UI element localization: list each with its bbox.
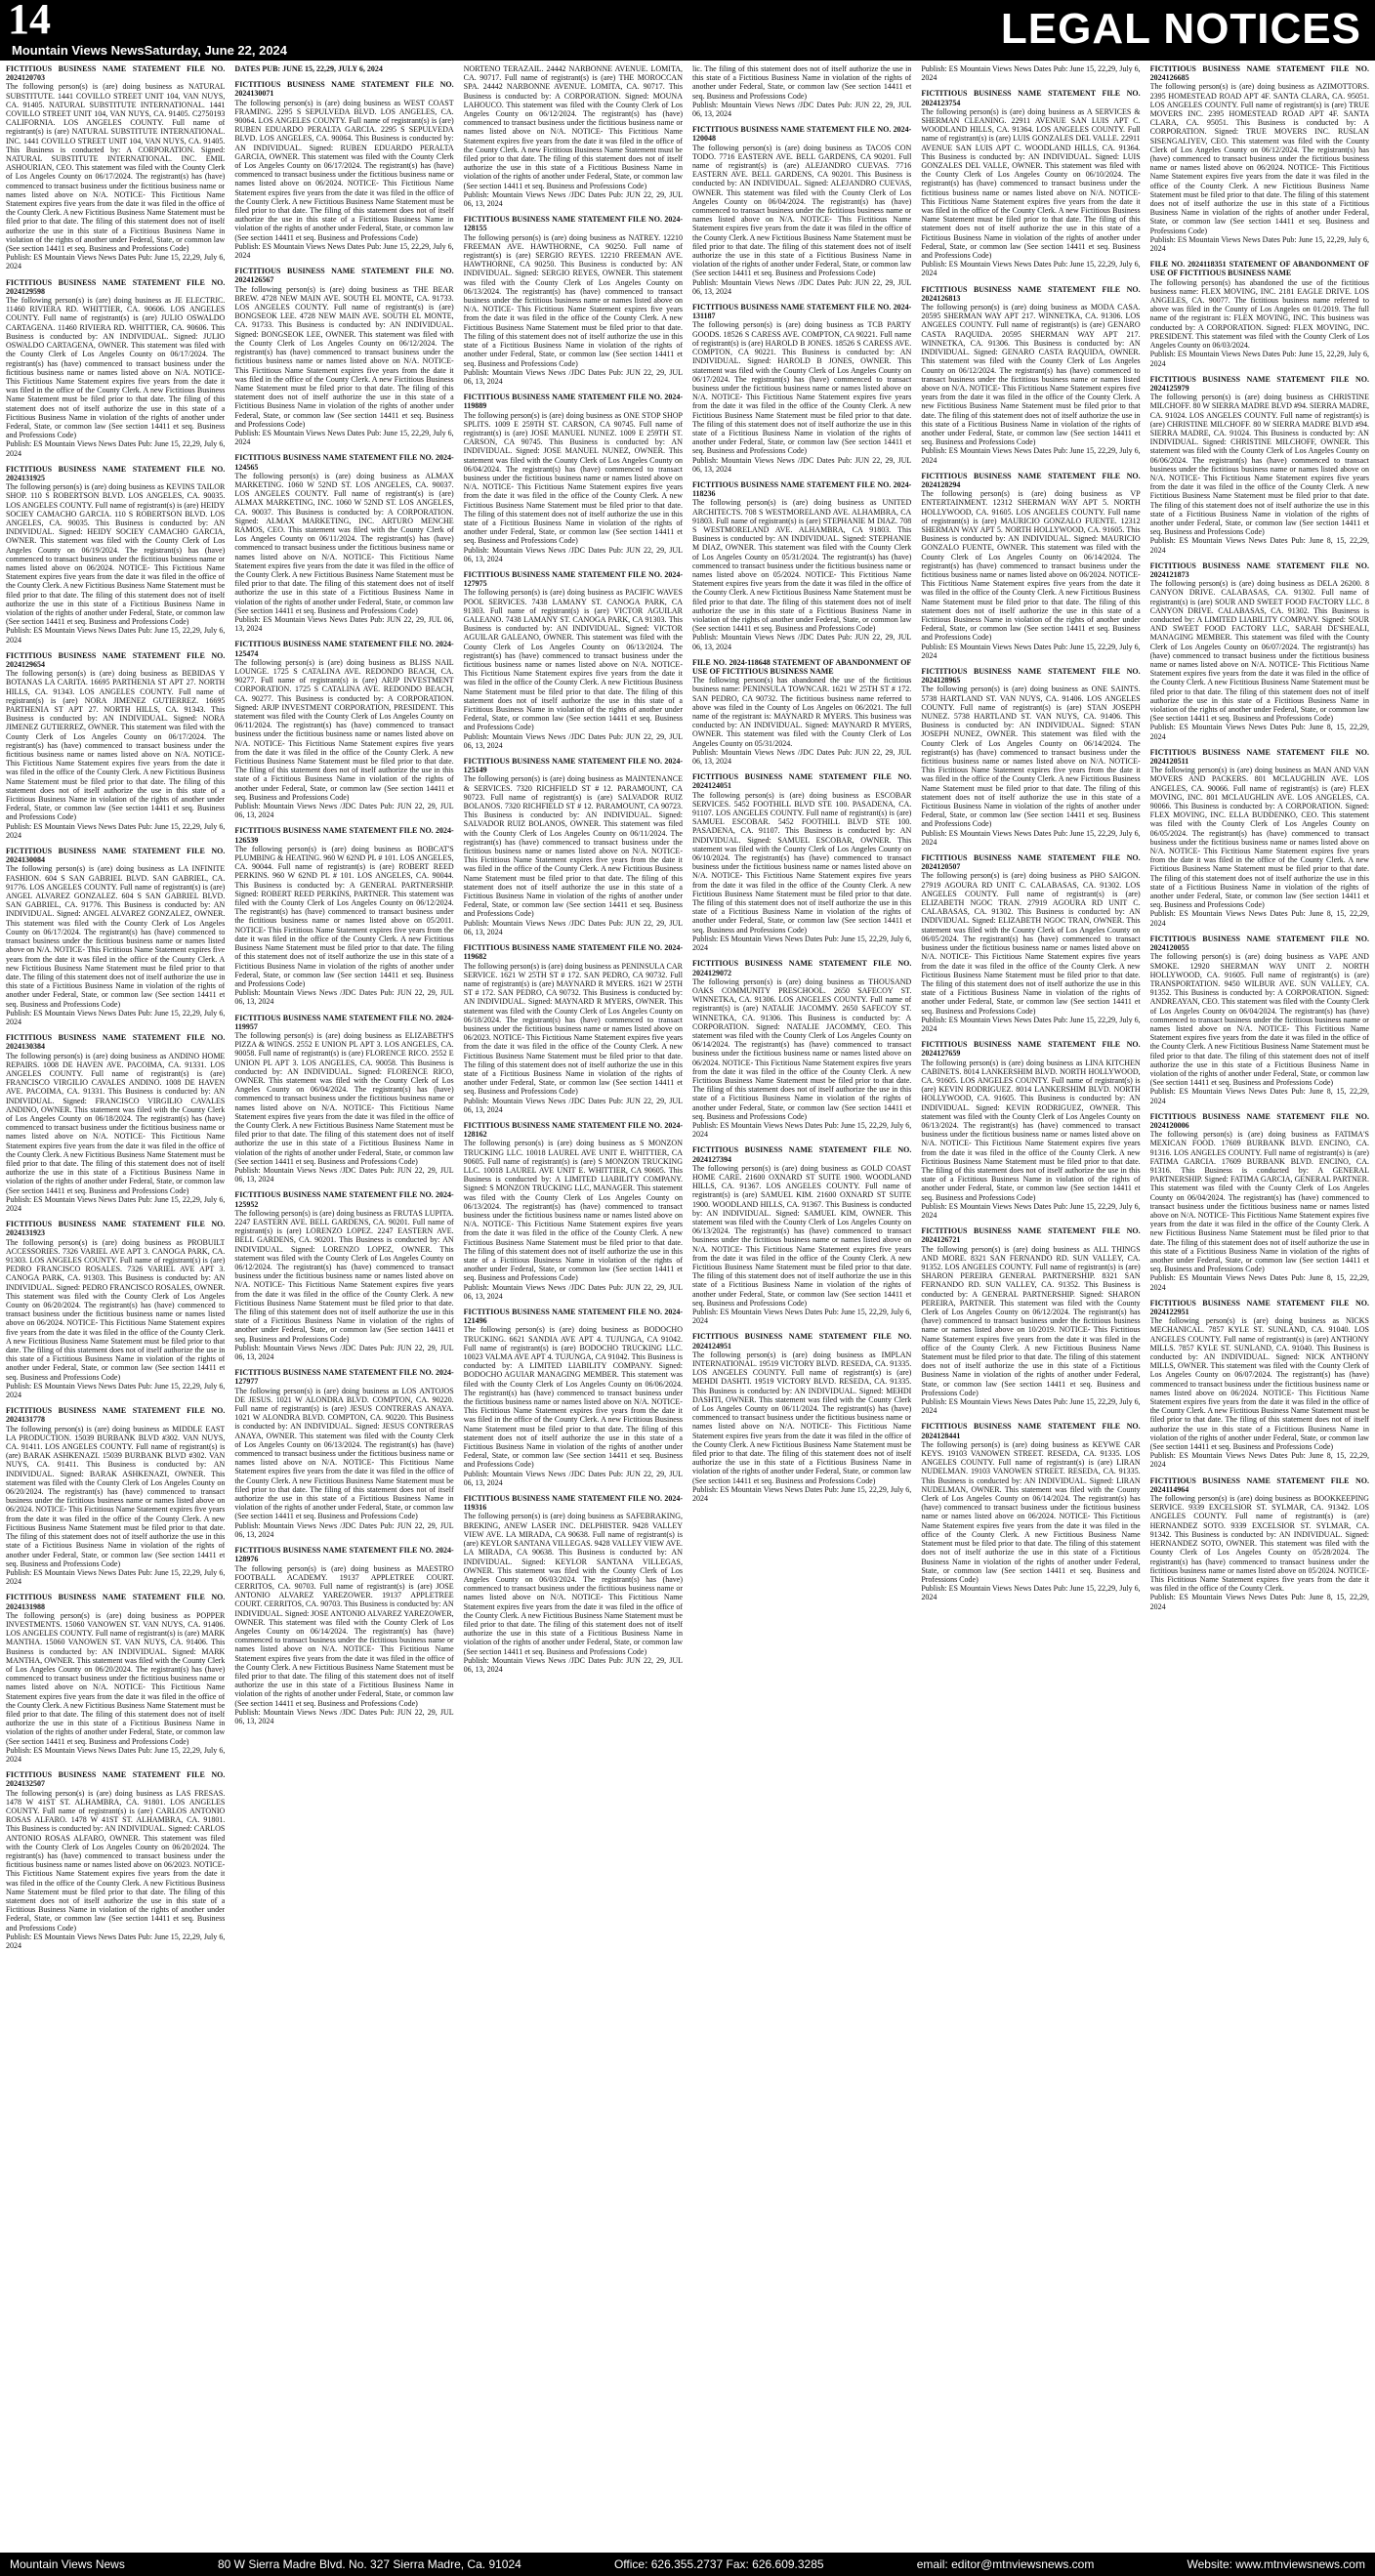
notice-heading: FICTITIOUS BUSINESS NAME STATEMENT FILE NO. 2024-127975 (463, 569, 683, 589)
legal-notice (1150, 260, 1369, 367)
notice-publish-dates: Publish: ES Mountain Views News Dates Pub: June 8, 15, 22,29, 2024 (1149, 536, 1369, 555)
notice-heading: FICTITIOUS BUSINESS NAME STATEMENT FILE NO. 2024-127977 (234, 1368, 454, 1387)
notice-heading: FICTITIOUS BUSINESS NAME STATEMENT FILE NO. 2024-125474 (234, 640, 454, 658)
legal-notice (921, 667, 1140, 847)
notice-body: The following person(s) is (are) doing business as LA INFINITE FASHION. 604 S SAN GABRIEL BLVD. SAN GABRIEL, CA. 91776. LOS ANGELES COUNTY. Full name of registrant(s) is (are) ANGEL ALVAREZ GONZALEZ. 604 S SAN GABRIEL BLVD. SAN GABRIEL, CA. 91776. This Business is conducted by: AN INDIVIDUAL. Signed: ANGEL ALVAREZ GONZALEZ, OWNER. This statement was filed with the County Clerk of Los Angeles County on 06/17/2024. The registrant(s) has (have) commenced to transact business under the fictitious business name or names listed above on N/A. NOTICE- This Fictitious Name Statement expires five years from the date it was filed in the office of the County Clerk. A new Fictitious Business Name Statement must be filed prior to that date. The filing of this statement does not of itself authorize the use in this state of a Fictitious Business Name in violation of the rights of another under Federal, State, or common law (See section 14411 et seq. Business and Professions Code) (6, 864, 226, 1009)
legal-notice (6, 651, 225, 840)
legal-notice (234, 826, 453, 1006)
notice-heading: FICTITIOUS BUSINESS NAME STATEMENT FILE NO. 2024120006 (1149, 1111, 1369, 1130)
notice-body: The following person(s) is (are) doing business as SAFEBRAKING, BREKING, ANEW LASER INC. DELPHISTER. 9428 VALLEY VIEW AVE. LA MIRADA, CA 90638. Full name of registrant(s) is (are) KEYLOR SANTANA VILLEGAS. 9428 VALLEY VIEW AVE. LA MIRADA, CA 90638. This Business is conducted by: AN INDIVIDUAL. Signed: KEYLOR SANTANA VILLEGAS, OWNER. This statement was filed with the County Clerk of Los Angeles County on 06/03/2024. The registrant(s) has (have) commenced to transact business under the fictitious business name or names listed above on N/A. NOTICE- This Fictitious Name Statement expires five years from the date it was filed in the office of the County Clerk. A new Fictitious Business Name Statement must be filed prior to that date. The filing of this statement does not of itself authorize the use in this state of a Fictitious Business Name in violation of the rights of another under Federal, State, or common law (See section 14411 et seq. Business and Professions Code) (463, 1512, 683, 1656)
legal-notice (692, 303, 911, 474)
notice-publish-dates: Publish: ES Mountain Views News Dates Pub: June 8, 15, 22,29, 2024 (1149, 1451, 1369, 1470)
notice-publish-dates: Publish: ES Mountain Views News Dates Pub: JUN 22, 29, JUL 06, 13, 2024 (234, 614, 454, 634)
notice-body: The following person(s) is (are) doing business as PENINSULA CAR SERVICE. 1621 W 25TH ST # 172. SAN PEDRO, CA 90732. Full name of registrant(s) is (are) MAYNARD R MYERS. 1621 W 25TH ST # 172. SAN PEDRO, CA 90732. This Business is conducted by: AN INDIVIDUAL. Signed: MAYNARD R MYERS, OWNER. This statement was filed with the County Clerk of Los Angeles County on 06/18/2024. The registrant(s) has (have) commenced to transact business under the fictitious business name or names listed above on 06/2023. NOTICE- This Fictitious Name Statement expires five years from the date it was filed in the office of the County Clerk. A new Fictitious Business Name Statement must be filed prior to that date. The filing of this statement does not of itself authorize the use in this state of a Fictitious Business Name in violation of the rights of another under Federal, State, or common law (See section 14411 et seq. Business and Professions Code) (463, 961, 683, 1097)
notice-body: The following person(s) is (are) doing business as WEST COAST FRAMING. 2295 S SEPULVEDA BLVD. LOS ANGELES, CA. 90064. LOS ANGELES COUNTY. Full name of registrant(s) is (are) RUBEN EDUARDO PERALTA GARCIA. 2295 S SEPULVEDA BLVD. LOS ANGELES, CA. 90064. This Business is conducted by: AN INDIVIDUAL. Signed: RUBEN EDUARDO PERALTA GARCIA, OWNER. This statement was filed with the County Clerk of Los Angeles County on 06/17/2024. The registrant(s) has (have) commenced to transact business under the fictitious business name or names listed above on 06/2024. NOTICE- This Fictitious Name Statement expires five years from the date it was filed in the office of the County Clerk. A new Fictitious Business Name Statement must be filed prior to that date. The filing of this statement does not of itself authorize the use in this state of a Fictitious Business Name in violation of the rights of another under Federal, State, or common law (See section 14411 et seq. Business and Professions Code) (234, 98, 454, 242)
notice-publish-dates: Publish: ES Mountain Views News Dates Pub: June 15, 22,29, July 6, 2024 (6, 1932, 226, 1951)
notice-body: The following person(s) is (are) doing business as CHRISTINE MILCHOFF. 80 W SIERRA MADRE BLVD #94. SIERRA MADRE, CA. 91024. LOS ANGELES COUNTY. Full name of registrant(s) is (are) CHRISTINE MILCHOFF. 80 W SIERRA MADRE BLVD #94. SIERRA MADRE, CA. 91024. This Business is conducted by: AN INDIVIDUAL. Signed: CHRISTINE MILCHOFF, OWNER. This statement was filed with the County Clerk of Los Angeles County on 06/06/2024. The registrant(s) has (have) commenced to transact business under the fictitious business name or names listed above on N/A. NOTICE- This Fictitious Name Statement expires five years from the date it was filed in the office of the County Clerk. A new Fictitious Business Name Statement must be filed prior to that date. The filing of this statement does not of itself authorize the use in this state of a Fictitious Business Name in violation of the rights of another under Federal, State, or common law (See section 14411 et seq. Business and Professions Code) (1149, 393, 1369, 537)
legal-notice (921, 853, 1140, 1033)
legal-notice (692, 480, 911, 651)
notice-heading: FICTITIOUS BUSINESS NAME STATEMENT FILE NO. 2024128294 (921, 471, 1141, 489)
notice-body: The following person(s) is (are) doing business as PACIFIC WAVES POOL SERVICES. 7438 LAMANY ST. CANOGA PARK, CA 91303. Full name of registrant(s) is (are) VICTOR AGUILAR GALEANO. 7438 LAMANY ST. CANOGA PARK, CA 91303. This Business is conducted by: AN INDIVIDUAL. Signed: VICTOR AGUILAR GALEANO, OWNER. This statement was filed with the County Clerk of Los Angeles County on 06/13/2024. The registrant(s) has (have) commenced to transact business under the fictitious business name or names listed above on N/A. NOTICE- This Fictitious Name Statement expires five years from the date it was filed in the office of the County Clerk. A new Fictitious Business Name Statement must be filed prior to that date. The filing of this statement does not of itself authorize the use in this state of a Fictitious Business Name in violation of the rights of another under Federal, State, or common law (See section 14411 et seq. Business and Professions Code) (463, 588, 683, 732)
legal-notice (6, 64, 225, 271)
legal-notice (921, 285, 1140, 465)
notice-publish-dates: Publish: ES Mountain Views News Dates Pub: June 15, 22,29, July 6, 2024 (234, 241, 454, 261)
notice-body: The following person(s) is (are) doing business as NICKS MECHANICAL. 7857 KYLE ST. SUNLAND, CA. 91040. LOS ANGELES COUNTY. Full name of registrant(s) is (are) ANTHONY MILLS. 7857 KYLE ST. SUNLAND, CA. 91040. This Business is conducted by: AN INDIVIDUAL. Signed: NICK ANTHONY MILLS, OWNER. This statement was filed with the County Clerk of Los Angeles County on 06/07/2024. The registrant(s) has (have) commenced to transact business under the fictitious business name or names listed above on 06/2024. NOTICE- This Fictitious Name Statement expires five years from the date it was filed in the office of the County Clerk. A new Fictitious Business Name Statement must be filed prior to that date. The filing of this statement does not of itself authorize the use in this state of a Fictitious Business Name in violation of the rights of another under Federal, State, or common law (See section 14411 et seq. Business and Professions Code) (1149, 1316, 1369, 1452)
notice-heading: FICTITIOUS BUSINESS NAME STATEMENT FILE NO. 2024-119682 (463, 943, 683, 962)
notice-body: The following person(s) is (are) doing business as IMPLAN INTERNATIONAL. 19519 VICTORY BLVD. RESEDA, CA. 91335. LOS ANGELES COUNTY. Full name of registrant(s) is (are) MEHDI DASHTI. 19519 VICTORY BLVD. RESEDA, CA. 91335. This Business is conducted by: AN INDIVIDUAL. Signed: MEHDI DASHTI, OWNER. This statement was filed with the County Clerk of Los Angeles County on 06/11/2024. The registrant(s) has (have) commenced to transact business under the fictitious business name or names listed above on N/A. NOTICE- This Fictitious Name Statement expires five years from the date it was filed in the office of the County Clerk. A new Fictitious Business Name Statement must be filed prior to that date. The filing of this statement does not of itself authorize the use in this state of a Fictitious Business Name in violation of the rights of another under Federal, State, or common law (See section 14411 et seq. Business and Professions Code) (691, 1350, 912, 1485)
notice-column (6, 64, 225, 2549)
notice-heading: FICTITIOUS BUSINESS NAME STATEMENT FILE NO. 2024120703 (6, 64, 226, 83)
notice-body: The following person(s) is (are) doing business as A SERVICES & SHERMAN CLEANING. 22911 AVENUE SAN LUIS APT C. WOODLAND HILLS, CA. 91364. LOS ANGELES COUNTY. Full name of registrant(s) is (are) LUIS GONZALES DEL VALLE. 22911 AVENUE SAN LUIS APT C. WOODLAND HILLS, CA. 91364. This Business is conducted by: AN INDIVIDUAL. Signed: LUIS GONZALES DEL VALLE, OWNER. This statement was filed with the County Clerk of Los Angeles County on 06/10/2024. The registrant(s) has (have) commenced to transact business under the fictitious business name or names listed above on N/A. NOTICE- This Fictitious Name Statement expires five years from the date it was filed in the office of the County Clerk. A new Fictitious Business Name Statement must be filed prior to that date. The filing of this statement does not of itself authorize the use in this state of a Fictitious Business Name in violation of the rights of another under Federal, State, or common law (See section 14411 et seq. Business and Professions Code) (921, 106, 1141, 261)
notice-publish-dates: Publish: Mountain Views News /JDC Dates Pub: JUN 22, 29, JUL 06, 13, 2024 (234, 1343, 454, 1362)
notice-publish-dates: Publish: ES Mountain Views News Dates Pub: June 15, 22,29, July 6, 2024 (921, 642, 1141, 660)
notice-heading: FICTITIOUS BUSINESS NAME STATEMENT FILE NO. 2024-119957 (234, 1013, 454, 1031)
notice-body: The following person(s) is (are) doing business as THE BEAR BREW. 4728 NEW MAIN AVE. SOUTH EL MONTE, CA. 91733. LOS ANGELES COUNTY. Full name of registrant(s) is (are) BONGSEOK LEE. 4728 NEW MAIN AVE. SOUTH EL MONTE, CA. 91733. This Business is conducted by: AN INDIVIDUAL. Signed: BONGSEOK LEE, OWNER. This statement was filed with the County Clerk of Los Angeles County on 06/12/2024. The registrant(s) has (have) commenced to transact business under the fictitious business name or names listed above on N/A. NOTICE- This Fictitious Name Statement expires five years from the date it was filed in the office of the County Clerk. A new Fictitious Business Name Statement must be filed prior to that date. The filing of this statement does not of itself authorize the use in this state of a Fictitious Business Name in violation of the rights of another under Federal, State, or common law (See section 14411 et seq. Business and Professions Code) (234, 284, 454, 429)
notice-body: The following person(s) is (are) doing business as LOS ANTOJOS DE JESUS. 1021 W ALONDRA BLVD. COMPTON, CA. 90220. Full name of registrant(s) is (are) JESUS CONTRERAS ANAYA. 1021 W ALONDRA BLVD. COMPTON, CA. 90220. This Business is conducted by: AN INDIVIDUAL. Signed: JESUS CONTRERAS ANAYA, OWNER. This statement was filed with the County Clerk of Los Angeles County on 06/13/2024. The registrant(s) has (have) commenced to transact business under the fictitious business name or names listed above on N/A. NOTICE- This Fictitious Name Statement expires five years from the date it was filed in the office of the County Clerk. A new Fictitious Business Name Statement must be filed prior to that date. The filing of this statement does not of itself authorize the use in this state of a Fictitious Business Name in violation of the rights of another under Federal, State, or common law (See section 14411 et seq. Business and Professions Code) (234, 1386, 454, 1521)
notice-body: The following person(s) is (are) doing business as GOLD COAST HOME CARE. 21600 OXNARD ST SUITE 1900. WOODLAND HILLS, CA. 91367. LOS ANGELES COUNTY. Full name of registrant(s) is (are) SAMUEL KIM. 21600 OXNARD ST SUITE 1900. WOODLAND HILLS, CA. 91367. This Business is conducted by: AN INDIVIDUAL. Signed: SAMUEL KIM, OWNER. This statement was filed with the County Clerk of Los Angeles County on 06/13/2024. The registrant(s) has (have) commenced to transact business under the fictitious business name or names listed above on N/A. NOTICE- This Fictitious Name Statement expires five years from the date it was filed in the office of the County Clerk. A new Fictitious Business Name Statement must be filed prior to that date. The filing of this statement does not of itself authorize the use in this state of a Fictitious Business Name in violation of the rights of another under Federal, State, or common law (See section 14411 et seq. Business and Professions Code) (691, 1163, 912, 1308)
notice-column (1150, 64, 1369, 2549)
legal-notice (921, 472, 1140, 660)
legal-notice (1150, 1476, 1369, 1611)
notice-body: The following person(s) is (are) doing business as BEBIDAS Y BOTANAS LA CARITA. 16695 PARTHENIA ST APT 27. NORTH HILLS, CA. 91343. LOS ANGELES COUNTY. Full name of registrant(s) is (are) NORA JIMENEZ GUTIERREZ. 16695 PARTHENIA ST APT 27. NORTH HILLS, CA. 91343. This Business is conducted by: AN INDIVIDUAL. Signed: NORA JIMENEZ GUTIERREZ, OWNER. This statement was filed with the County Clerk of Los Angeles County on 06/17/2024. The registrant(s) has (have) commenced to transact business under the fictitious business name or names listed above on N/A. NOTICE- This Fictitious Name Statement expires five years from the date it was filed in the office of the County Clerk. A new Fictitious Business Name Statement must be filed prior to that date. The filing of this statement does not of itself authorize the use in this state of a Fictitious Business Name in violation of the rights of another under Federal, State, or common law (See section 14411 et seq. Business and Professions Code) (6, 669, 226, 822)
notice-heading: FICTITIOUS BUSINESS NAME STATEMENT FILE NO. 2024128441 (921, 1422, 1141, 1440)
notice-body: The following person(s) is (are) doing business as DELA 26200. 8 CANYON DRIVE. CALABASAS, CA. 91302. Full name of registrant(s) is (are) SOUR AND SWEET FOOD FACTORY LLC. 8 CANYON DRIVE. CALABASAS, CA. 91302. This Business is conducted by: A LIMITED LIABILITY COMPANY. Signed: SOUR AND SWEET FOOD FACTORY LLC, SARAH DE'SHEALI, MANAGING MEMBER. This statement was filed with the County Clerk of Los Angeles County on 06/07/2024. The registrant(s) has (have) commenced to transact business under the fictitious business name or names listed above on N/A. NOTICE- This Fictitious Name Statement expires five years from the date it was filed in the office of the County Clerk. A new Fictitious Business Name Statement must be filed prior to that date. The filing of this statement does not of itself authorize the use in this state of a Fictitious Business Name in violation of the rights of another under Federal, State, or common law (See section 14411 et seq. Business and Professions Code) (1149, 579, 1369, 724)
notice-heading: FICTITIOUS BUSINESS NAME STATEMENT FILE NO. 2024-124565 (234, 453, 454, 472)
notice-heading: FICTITIOUS BUSINESS NAME STATEMENT FILE NO. 2024-126539 (234, 826, 454, 845)
footer-website: Website: www.mtnviewsnews.com (1187, 2557, 1365, 2571)
legal-notice (692, 125, 911, 296)
legal-notice (692, 658, 911, 766)
notice-heading: FICTITIOUS BUSINESS NAME STATEMENT FILE NO. 2024124051 (691, 772, 912, 791)
legal-notice (1150, 935, 1369, 1105)
page-number: 14 (8, 0, 51, 43)
notice-publish-dates: Publish: Mountain Views News /JDC Dates Pub: JUN 22, 29, JUL 06, 13, 2024 (234, 988, 454, 1007)
notice-body: lic. The filing of this statement does not of itself authorize the use in this state of a Fictitious Business Name in violation of the rights of another under Federal, State, or common law (See section 14411 et seq. Business and Professions Code) (691, 64, 912, 101)
notice-body: The following person(s) is (are) doing business as PHO SAIGON. 27919 AGOURA RD UNIT C. CALABASAS, CA. 91302. LOS ANGELES COUNTY. Full name of registrant(s) is (are) ELIZABETH NGOC TRAN. 27919 AGOURA RD UNIT C. CALABASAS, CA. 91302. This Business is conducted by: AN INDIVIDUAL. Signed: ELIZABETH NGOC TRAN, OWNER. This statement was filed with the County Clerk of Los Angeles County on 06/05/2024. The registrant(s) has (have) commenced to transact business under the fictitious business name or names listed above on N/A. NOTICE- This Fictitious Name Statement expires five years from the date it was filed in the office of the County Clerk. A new Fictitious Business Name Statement must be filed prior to that date. The filing of this statement does not of itself authorize the use in this state of a Fictitious Business Name in violation of the rights of another under Federal, State, or common law (See section 14411 et seq. Business and Professions Code) (921, 871, 1141, 1016)
notice-heading: FICTITIOUS BUSINESS NAME STATEMENT FILE NO. 2024120511 (1149, 747, 1369, 767)
legal-notice (464, 757, 683, 936)
notice-heading: FICTITIOUS BUSINESS NAME STATEMENT FILE NO. 2024-120048 (691, 125, 912, 144)
notice-body: Publish: ES Mountain Views News Dates Pub: June 15, 22,29, July 6, 2024 (921, 64, 1141, 83)
notice-publish-dates: Publish: Mountain Views News /JDC Dates Pub: JUN 22, 29, JUL 06, 13, 2024 (463, 918, 683, 936)
notice-body: The following person(s) is (are) doing business as ESCOBAR SERVICES. 5452 FOOTHILL BLVD STE 100. PASADENA, CA. 91107. LOS ANGELES COUNTY. Full name of registrant(s) is (are) SAMUEL ESCOBAR. 5452 FOOTHILL BLVD STE 100. PASADENA, CA. 91107. This Business is conducted by: AN INDIVIDUAL. Signed: SAMUEL ESCOBAR, OWNER. This statement was filed with the County Clerk of Los Angeles County on 06/10/2024. The registrant(s) has (have) commenced to transact business under the fictitious business name or names listed above on N/A. NOTICE- This Fictitious Name Statement expires five years from the date it was filed in the office of the County Clerk. A new Fictitious Business Name Statement must be filed prior to that date. The filing of this statement does not of itself authorize the use in this state of a Fictitious Business Name in violation of the rights of another under Federal, State, or common law (See section 14411 et seq. Business and Professions Code) (691, 790, 912, 935)
notice-heading: FICTITIOUS BUSINESS NAME STATEMENT FILE NO. 2024-119889 (463, 393, 683, 411)
footer-phone: Office: 626.355.2737 Fax: 626.609.3285 (613, 2557, 824, 2571)
notice-body: The following person(s) is (are) doing business as MAINTENANCE & SERVICES. 7320 RICHFIELD ST # 12. PARAMOUNT, CA 90723. Full name of registrant(s) is (are) SALVADOR RUIZ BOLANOS. 7320 RICHFIELD ST # 12. PARAMOUNT, CA 90723. This Business is conducted by: AN INDIVIDUAL. Signed: SALVADOR RUIZ BOLANOS, OWNER. This statement was filed with the County Clerk of Los Angeles County on 06/11/2024. The registrant(s) has (have) commenced to transact business under the fictitious business name or names listed above on N/A. NOTICE- This Fictitious Name Statement expires five years from the date it was filed in the office of the County Clerk. A new Fictitious Business Name Statement must be filed prior to that date. The filing of this statement does not of itself authorize the use in this state of a Fictitious Business Name in violation of the rights of another under Federal, State, or common law (See section 14411 et seq. Business and Professions Code) (463, 774, 683, 919)
notice-body: The following person(s) is (are) doing business as ALMAX MARKETING. 1060 W 52ND ST. LOS ANGELES, CA. 90037. LOS ANGELES COUNTY. Full name of registrant(s) is (are) ALMAX MARKETING, INC. 1060 W 52ND ST. LOS ANGELES, CA. 90037. This Business is conducted by: A CORPORATION. Signed: ALMAX MARKETING, INC. ARTURO MENCHE RAMOS, CEO. This statement was filed with the County Clerk of Los Angeles County on 06/11/2024. The registrant(s) has (have) commenced to transact business under the fictitious business name or names listed above on N/A. NOTICE- This Fictitious Name Statement expires five years from the date it was filed in the office of the County Clerk. A new Fictitious Business Name Statement must be filed prior to that date. The filing of this statement does not of itself authorize the use in this state of a Fictitious Business Name in violation of the rights of another under Federal, State, or common law (See section 14411 et seq. Business and Professions Code) (234, 471, 454, 615)
notice-heading: FICTITIOUS BUSINESS NAME STATEMENT FILE NO. 2024129072 (691, 959, 912, 977)
notice-heading: FICTITIOUS BUSINESS NAME STATEMENT FILE NO. 2024125979 (1149, 374, 1369, 393)
section-title: LEGAL NOTICES (1000, 5, 1361, 53)
notice-body: The following person(s) has abandoned the use of the fictitious business name: FLEX MOVING, INC. 2181 EAGLE DRIVE. LOS ANGELES, CA. 90077. The fictitious business name referred to above was filed in the County of Los Angeles on 01/2019. The full name of the registrant is: FLEX MOVING, INC. This business was conducted by: A CORPORATION. Signed: FLEX MOVING, INC. PRESIDENT. This statement was filed with the County Clerk of Los Angeles County on 06/03/2024. (1149, 277, 1369, 351)
notice-publish-dates: Publish: ES Mountain Views News Dates Pub: June 8, 15, 22,29, 2024 (1149, 909, 1369, 928)
notice-body: The following person(s) is (are) doing business as MODA CASA. 20595 SHERMAN WAY APT 217. WINNETKA, CA. 91306. LOS ANGELES COUNTY. Full name of registrant(s) is (are) GENARO CASTA RAQUIDA. 20595 SHERMAN WAY APT 217. WINNETKA, CA. 91306. This Business is conducted by: AN INDIVIDUAL. Signed: GENARO CASTA RAQUIDA, OWNER. This statement was filed with the County Clerk of Los Angeles County on 06/12/2024. The registrant(s) has (have) commenced to transact business under the fictitious business name or names listed above on N/A. NOTICE- This Fictitious Name Statement expires five years from the date it was filed in the office of the County Clerk. A new Fictitious Business Name Statement must be filed prior to that date. The filing of this statement does not of itself authorize the use in this state of a Fictitious Business Name in violation of the rights of another under Federal, State, or common law (See section 14411 et seq. Business and Professions Code) (921, 303, 1141, 447)
notice-publish-dates: Publish: Mountain Views News /JDC Dates Pub: JUN 22, 29, JUL 06, 13, 2024 (691, 100, 912, 119)
notice-column (921, 64, 1140, 2549)
legal-notice (921, 1226, 1140, 1415)
legal-notice (234, 267, 453, 446)
footer (0, 2553, 1375, 2576)
notice-body: The following person(s) is (are) doing business as ANDINO HOME REPAIRS. 1008 DE HAVEN AVE. PACOIMA, CA. 91331. LOS ANGELES COUNTY. Full name of registrant(s) is (are) FRANCISCO VIRGILIO CAVALES ANDINO. 1008 DE HAVEN AVE. PACOIMA, CA. 91331. This Business is conducted by: AN INDIVIDUAL. Signed: FRANCISCO VIRGILIO CAVALES ANDINO, OWNER. This statement was filed with the County Clerk of Los Angeles County on 06/18/2024. The registrant(s) has (have) commenced to transact business under the fictitious business name or names listed above on N/A. NOTICE- This Fictitious Name Statement expires five years from the date it was filed in the office of the County Clerk. A new Fictitious Business Name Statement must be filed prior to that date. The filing of this statement does not of itself authorize the use in this state of a Fictitious Business Name in violation of the rights of another under Federal, State, or common law (See section 14411 et seq. Business and Professions Code) (6, 1051, 226, 1195)
notice-publish-dates: Publish: Mountain Views News /JDC Dates Pub: JUN 22, 29, JUL 06, 13, 2024 (463, 545, 683, 563)
legal-notice (234, 1190, 453, 1361)
notice-publish-dates: Publish: ES Mountain Views News Dates Pub: June 15, 22,29, July 6, 2024 (921, 1397, 1141, 1416)
notice-heading: FILE NO. 2024-118648 STATEMENT OF ABANDONMENT OF USE OF FICTITIOUS BUSINESS NAME (691, 657, 912, 676)
notice-body: The following person(s) is (are) doing business as LINA KITCHEN CABINETS. 8014 LANKERSHIM BLVD. NORTH HOLLYWOOD, CA. 91605. LOS ANGELES COUNTY. Full name of registrant(s) is (are) KEVIN RODRIGUEZ. 8014 LANKERSHIM BLVD. NORTH HOLLYWOOD, CA. 91605. This Business is conducted by: AN INDIVIDUAL. Signed: KEVIN RODRIGUEZ, OWNER. This statement was filed with the County Clerk of Los Angeles County on 06/13/2024. The registrant(s) has (have) commenced to transact business under the fictitious business name or names listed above on N/A. NOTICE- This Fictitious Name Statement expires five years from the date it was filed in the office of the County Clerk. A new Fictitious Business Name Statement must be filed prior to that date. The filing of this statement does not of itself authorize the use in this state of a Fictitious Business Name in violation of the rights of another under Federal, State, or common law (See section 14411 et seq. Business and Professions Code) (921, 1058, 1141, 1202)
legal-notice (1150, 1112, 1369, 1292)
legal-notice (234, 1014, 453, 1184)
legal-notice (6, 1406, 225, 1586)
legal-notice (464, 943, 683, 1114)
notice-heading: FICTITIOUS BUSINESS NAME STATEMENT FILE NO. 2024132507 (6, 1770, 226, 1789)
legal-notice-columns (6, 64, 1369, 2549)
notice-heading: FICTITIOUS BUSINESS NAME STATEMENT FILE NO. 2024-119316 (463, 1494, 683, 1513)
notice-body: The following person(s) is (are) doing business as FRUTAS LUPITA. 2247 EASTERN AVE. BELL GARDENS, CA. 90201. Full name of registrant(s) is (are) LORENZO LOPEZ. 2247 EASTERN AVE. BELL GARDENS, CA. 90201. This Business is conducted by: AN INDIVIDUAL. Signed: LORENZO LOPEZ, OWNER. This statement was filed with the County Clerk of Los Angeles County on 06/12/2024. The registrant(s) has (have) commenced to transact business under the fictitious business name or names listed above on N/A. NOTICE- This Fictitious Name Statement expires five years from the date it was filed in the office of the County Clerk. A new Fictitious Business Name Statement must be filed prior to that date. The filing of this statement does not of itself authorize the use in this state of a Fictitious Business Name in violation of the rights of another under Federal, State, or common law (See section 14411 et seq. Business and Professions Code) (234, 1208, 454, 1344)
legal-notice (692, 64, 911, 118)
legal-notice (1150, 64, 1369, 253)
notice-publish-dates: Publish: Mountain Views News /JDC Dates Pub: JUN 22, 29, JUL 06, 13, 2024 (234, 1165, 454, 1184)
notice-heading: FICTITIOUS BUSINESS NAME STATEMENT FILE NO. 2024-121496 (463, 1308, 683, 1326)
notice-heading: FICTITIOUS BUSINESS NAME STATEMENT FILE NO. 2024-131187 (691, 303, 912, 321)
notice-publish-dates: Publish: ES Mountain Views News Dates Pub: June 15, 22,29, July 6, 2024 (234, 428, 454, 447)
notice-publish-dates: Publish: ES Mountain Views News Dates Pub: June 8, 15, 22,29, 2024 (1149, 1087, 1369, 1105)
masthead (0, 0, 1375, 61)
notice-publish-dates: Publish: Mountain Views News /JDC Dates Pub: JUN 22, 29, JUL 06, 13, 2024 (691, 455, 912, 474)
legal-notice (234, 1368, 453, 1539)
notice-publish-dates: Publish: ES Mountain Views News Dates Pub: June 15, 22,29, July 6, 2024 (921, 1584, 1141, 1602)
legal-notice (464, 1308, 683, 1487)
footer-address: 80 W Sierra Madre Blvd. No. 327 Sierra Madre, Ca. 91024 (218, 2557, 521, 2571)
notice-heading: FICTITIOUS BUSINESS NAME STATEMENT FILE NO. 2024126567 (234, 267, 454, 285)
notice-publish-dates: Publish: ES Mountain Views News Dates Pub: June 15, 22,29, July 6, 2024 (921, 446, 1141, 465)
legal-notice (921, 1422, 1140, 1601)
notice-publish-dates: Publish: Mountain Views News /JDC Dates Pub: JUN 22, 29, JUL 06, 13, 2024 (463, 367, 683, 386)
notice-column (234, 64, 453, 2549)
legal-notice (464, 570, 683, 750)
notice-heading: FICTITIOUS BUSINESS NAME STATEMENT FILE NO. 2024127394 (691, 1145, 912, 1164)
notice-heading: FICTITIOUS BUSINESS NAME STATEMENT FILE NO. 2024126813 (921, 284, 1141, 303)
notice-heading: FICTITIOUS BUSINESS NAME STATEMENT FILE NO. 2024129598 (6, 277, 226, 296)
notice-body: The following person(s) is (are) doing business as S MONZON TRUCKING LLC. 10018 LAUREL AVE UNIT E. WHITTIER, CA 90605. Full name of registrant(s) is (are) S MONZON TRUCKING LLC. 10018 LAUREL AVE UNIT E. WHITTIER, CA 90605. This Business is conducted by: A LIMITED LIABILITY COMPANY. Signed: S MONZON TRUCKING LLC, MANAGER. This statement was filed with the County Clerk of Los Angeles County on 06/13/2024. The registrant(s) has (have) commenced to transact business under the fictitious business name or names listed above on N/A. NOTICE- This Fictitious Name Statement expires five years from the date it was filed in the office of the County Clerk. A new Fictitious Business Name Statement must be filed prior to that date. The filing of this statement does not of itself authorize the use in this state of a Fictitious Business Name in violation of the rights of another under Federal, State, or common law (See section 14411 et seq. Business and Professions Code) (463, 1139, 683, 1283)
notice-heading: FICTITIOUS BUSINESS NAME STATEMENT FILE NO. 2024129654 (6, 650, 226, 669)
notice-publish-dates: Publish: ES Mountain Views News Dates Pub: June 15, 22,29, July 6, 2024 (6, 1567, 226, 1587)
notice-publish-dates: Publish: Mountain Views News /JDC Dates Pub: JUN 22, 29, JUL 06, 13, 2024 (691, 277, 912, 296)
legal-notice (6, 1593, 225, 1764)
notice-publish-dates: Publish: ES Mountain Views News Dates Pub: June 15, 22,29, July 6, 2024 (6, 439, 226, 458)
notice-publish-dates: Publish: ES Mountain Views News Dates Pub: June 8, 15, 22,29, 2024 (1149, 723, 1369, 741)
notice-publish-dates: Publish: ES Mountain Views News Dates Pub: June 15, 22,29, July 6, 2024 (1149, 350, 1369, 368)
notice-publish-dates: Publish: Mountain Views News /JDC Dates Pub: JUN 22, 29, JUL 06, 13, 2024 (234, 1520, 454, 1539)
notice-heading: FILE NO. 2024118351 STATEMENT OF ABANDONMENT OF USE OF FICTITIOUS BUSINESS NAME (1149, 260, 1369, 278)
footer-paper-name: Mountain Views News (10, 2557, 125, 2571)
footer-email: email: editor@mtnviewsnews.com (916, 2557, 1095, 2571)
notice-body: The following person(s) is (are) doing business as TACOS CON TODO. 7716 EASTERN AVE. BELL GARDENS, CA 90201. Full name of registrant(s) is (are) ALEJANDRO CUEVAS. 7716 EASTERN AVE. BELL GARDENS, CA 90201. This Business is conducted by: AN INDIVIDUAL. Signed: ALEJANDRO CUEVAS, OWNER. This statement was filed with the County Clerk of Los Angeles County on 06/04/2024. The registrant(s) has (have) commenced to transact business under the fictitious business name or names listed above on N/A. NOTICE- This Fictitious Name Statement expires five years from the date it was filed in the office of the County Clerk. A new Fictitious Business Name Statement must be filed prior to that date. The filing of this statement does not of itself authorize the use in this state of a Fictitious Business Name in violation of the rights of another under Federal, State, or common law (See section 14411 et seq. Business and Professions Code) (691, 143, 912, 278)
notice-heading: FICTITIOUS BUSINESS NAME STATEMENT FILE NO. 2024120055 (1149, 934, 1369, 953)
notice-heading: FICTITIOUS BUSINESS NAME STATEMENT FILE NO. 2024131923 (6, 1220, 226, 1238)
notice-publish-dates: Publish: ES Mountain Views News Dates Pub: June 8, 15, 22,29, 2024 (1149, 1273, 1369, 1292)
notice-body: The following person(s) is (are) doing business as MAN AND VAN MOVERS AND PACKERS. 801 MCLAUGHLIN AVE. LOS ANGELES, CA. 90066. Full name of registrant(s) is (are) FLEX MOVING, INC. 801 MCLAUGHLIN AVE. LOS ANGELES, CA. 90066. This Business is conducted by: A CORPORATION. Signed: FLEX MOVING, INC. ELLA BUDDENKO, CEO. This statement was filed with the County Clerk of Los Angeles County on 06/05/2024. The registrant(s) has (have) commenced to transact business under the fictitious business name or names listed above on N/A. NOTICE- This Fictitious Name Statement expires five years from the date it was filed in the office of the County Clerk. A new Fictitious Business Name Statement must be filed prior to that date. The filing of this statement does not of itself authorize the use in this state of a Fictitious Business Name in violation of the rights of another under Federal, State, or common law (See section 14411 et seq. Business and Professions Code) (1149, 766, 1369, 910)
legal-notice (6, 1220, 225, 1399)
legal-notice (464, 64, 683, 208)
notice-heading: FICTITIOUS BUSINESS NAME STATEMENT FILE NO. 2024-128976 (234, 1546, 454, 1564)
notice-heading: FICTITIOUS BUSINESS NAME STATEMENT FILE NO. 2024-128162 (463, 1120, 683, 1140)
notice-heading: FICTITIOUS BUSINESS NAME STATEMENT FILE NO. 2024131925 (6, 464, 226, 482)
notice-publish-dates: Publish: Mountain Views News /JDC Dates Pub: JUN 22, 29, JUL 06, 13, 2024 (463, 731, 683, 750)
notice-heading: FICTITIOUS BUSINESS NAME STATEMENT FILE NO. 2024120507 (921, 853, 1141, 872)
notice-body: The following person(s) is (are) doing business as PROBUILT ACCESSORIES. 7326 VARIEL AVE APT 3. CANOGA PARK, CA. 91303. LOS ANGELES COUNTY. Full name of registrant(s) is (are) PEDRO FRANCISCO ROSALES. 7326 VARIEL AVE APT 3. CANOGA PARK, CA. 91303. This Business is conducted by: AN INDIVIDUAL. Signed: PEDRO FRANCISCO ROSALES, OWNER. This statement was filed with the County Clerk of Los Angeles County on 06/20/2024. The registrant(s) has (have) commenced to transact business under the fictitious business name or names listed above on 06/2024. NOTICE- This Fictitious Name Statement expires five years from the date it was filed in the office of the County Clerk. A new Fictitious Business Name Statement must be filed prior to that date. The filing of this statement does not of itself authorize the use in this state of a Fictitious Business Name in violation of the rights of another under Federal, State, or common law (See section 14411 et seq. Business and Professions Code) (6, 1237, 226, 1382)
notice-body: The following person(s) is (are) doing business as BLISS NAIL LOUNGE. 1725 S CATALINA AVE. REDONDO BEACH, CA. 90277. Full name of registrant(s) is (are) ARJP INVESTMENT CORPORATION. 1725 S CATALINA AVE. REDONDO BEACH, CA. 90277. This Business is conducted by: A CORPORATION. Signed: ARJP INVESTMENT CORPORATION, PRESIDENT. This statement was filed with the County Clerk of Los Angeles County on 06/11/2024. The registrant(s) has (have) commenced to transact business under the fictitious business name or names listed above on N/A. NOTICE- This Fictitious Name Statement expires five years from the date it was filed in the office of the County Clerk. A new Fictitious Business Name Statement must be filed prior to that date. The filing of this statement does not of itself authorize the use in this state of a Fictitious Business Name in violation of the rights of another under Federal, State, or common law (See section 14411 et seq. Business and Professions Code) (234, 657, 454, 802)
notice-publish-dates: Publish: ES Mountain Views News Dates Pub: June 15, 22,29, July 6, 2024 (691, 1120, 912, 1140)
notice-heading: FICTITIOUS BUSINESS NAME STATEMENT FILE NO. 2024126685 (1149, 64, 1369, 83)
notice-heading: DATES PUB: JUNE 15, 22,29, JULY 6, 2024 (234, 64, 383, 73)
notice-publish-dates: Publish: ES Mountain Views News Dates Pub: June 15, 22,29, July 6, 2024 (921, 828, 1141, 847)
notice-publish-dates: Publish: Mountain Views News /JDC Dates Pub: JUN 22, 29, JUL 06, 13, 2024 (463, 1469, 683, 1487)
legal-notice (1150, 561, 1369, 741)
notice-publish-dates: Publish: ES Mountain Views News Dates Pub: June 15, 22,29, July 6, 2024 (1149, 234, 1369, 254)
legal-notice (692, 1332, 911, 1503)
notice-column (692, 64, 911, 2549)
notice-publish-dates: Publish: ES Mountain Views News Dates Pub: June 8, 15, 22,29, 2024 (1149, 1593, 1369, 1611)
notice-publish-dates: Publish: ES Mountain Views News Dates Pub: June 15, 22,29, July 6, 2024 (6, 626, 226, 644)
notice-body: The following person(s) is (are) doing business as ONE STOP SHOP SPLITS. 1009 E 259TH ST. CARSON, CA 90745. Full name of registrant(s) is (are) JOSE MANUEL NUNEZ. 1009 E 259TH ST. CARSON, CA 90745. This Business is conducted by: AN INDIVIDUAL. Signed: JOSE MANUEL NUNEZ, OWNER. This statement was filed with the County Clerk of Los Angeles County on 06/04/2024. The registrant(s) has (have) commenced to transact business under the fictitious business name or names listed above on N/A. NOTICE- This Fictitious Name Statement expires five years from the date it was filed in the office of the County Clerk. A new Fictitious Business Name Statement must be filed prior to that date. The filing of this statement does not of itself authorize the use in this state of a Fictitious Business Name in violation of the rights of another under Federal, State, or common law (See section 14411 et seq. Business and Professions Code) (463, 410, 683, 546)
notice-body: The following person(s) is (are) doing business as VAPE AND SMOKE. 12920 SHERMAN WAY UNIT 2. NORTH HOLLYWOOD, CA. 91605. Full name of registrant(s) is (are) TRANSPORTATION. 9450 WILBUR AVE. SUN VALLEY, CA. 91352. This Business is conducted by: A CORPORATION. Signed: ANDREAYAN, CEO. This statement was filed with the County Clerk of Los Angeles County on 06/04/2024. The registrant(s) has (have) commenced to transact business under the fictitious business name or names listed above on N/A. NOTICE- This Fictitious Name Statement expires five years from the date it was filed in the office of the County Clerk. A new Fictitious Business Name Statement must be filed prior to that date. The filing of this statement does not of itself authorize the use in this state of a Fictitious Business Name in violation of the rights of another under Federal, State, or common law (See section 14411 et seq. Business and Professions Code) (1149, 952, 1369, 1088)
legal-notice (6, 278, 225, 458)
notice-column (464, 64, 683, 2549)
legal-notice (1150, 375, 1369, 555)
legal-notice (464, 393, 683, 563)
notice-body: The following person(s) is (are) doing business as ALL THINGS AND MORE. 8321 SAN FERNANDO RD. SUN VALLEY, CA. 91352. LOS ANGELES COUNTY. Full name of registrant(s) is (are) SHARON PEREIRA GENERAL PARTNERSHIP. 8321 SAN FERNANDO RD. SUN VALLEY, CA. 91352. This Business is conducted by: A GENERAL PARTNERSHIP. Signed: SHARON PEREIRA, PARTNER. This statement was filed with the County Clerk of Los Angeles County on 06/12/2024. The registrant(s) has (have) commenced to transact business under the fictitious business name or names listed above on 10/2019. NOTICE- This Fictitious Name Statement expires five years from the date it was filed in the office of the County Clerk. A new Fictitious Business Name Statement must be filed prior to that date. The filing of this statement does not of itself authorize the use in this state of a Fictitious Business Name in violation of the rights of another under Federal, State, or common law (See section 14411 et seq. Business and Professions Code) (921, 1244, 1141, 1397)
legal-notice (234, 640, 453, 819)
notice-body: The following person(s) is (are) doing business as FATIMA'S MEXICAN FOOD. 17609 BURBANK BLVD. ENCINO, CA. 91316. LOS ANGELES COUNTY. Full name of registrant(s) is (are) FATIMA GARCIA. 17609 BURBANK BLVD. ENCINO, CA. 91316. This Business is conducted by: A GENERAL PARTNERSHIP. Signed: FATIMA GARCIA, GENERAL PARTNER. This statement was filed with the County Clerk of Los Angeles County on 06/04/2024. The registrant(s) has (have) commenced to transact business under the fictitious business name or names listed above on N/A. NOTICE- This Fictitious Name Statement expires five years from the date it was filed in the office of the County Clerk. A new Fictitious Business Name Statement must be filed prior to that date. The filing of this statement does not of itself authorize the use in this state of a Fictitious Business Name in violation of the rights of another under Federal, State, or common law (See section 14411 et seq. Business and Professions Code) (1149, 1130, 1369, 1274)
notice-heading: FICTITIOUS BUSINESS NAME STATEMENT FILE NO. 2024-118236 (691, 479, 912, 499)
legal-notice (464, 215, 683, 386)
legal-notice (921, 64, 1140, 82)
legal-notice (1150, 1299, 1369, 1470)
legal-notice (464, 1494, 683, 1674)
legal-notice (234, 1546, 453, 1725)
notice-body: The following person(s) is (are) doing business as THOUSAND OAKS COMMUNITY PRESCHOOL. 2650 SAFECOY ST. WINNETKA, CA. 91306. LOS ANGELES COUNTY. Full name of registrant(s) is (are) NATALIE JACOMMY. 2650 SAFECOY ST. WINNETKA, CA. 91306. This Business is conducted by: A CORPORATION. Signed: NATALIE JACOMMY, CEO. This statement was filed with the County Clerk of Los Angeles County on 06/14/2024. The registrant(s) has (have) commenced to transact business under the fictitious business name or names listed above on 06/2024. NOTICE- This Fictitious Name Statement expires five years from the date it was filed in the office of the County Clerk. A new Fictitious Business Name Statement must be filed prior to that date. The filing of this statement does not of itself authorize the use in this state of a Fictitious Business Name in violation of the rights of another under Federal, State, or common law (See section 14411 et seq. Business and Professions Code) (691, 976, 912, 1121)
notice-body: The following person(s) is (are) doing business as ELIZABETH'S PIZZA & WINGS. 2552 E UNION PL APT 3. LOS ANGELES, CA. 90058. Full name of registrant(s) is (are) FLORENCE RICO. 2552 E UNION PL APT 3. LOS ANGELES, CA. 90058. This Business is conducted by: AN INDIVIDUAL. Signed: FLORENCE RICO, OWNER. This statement was filed with the County Clerk of Los Angeles County on 06/04/2024. The registrant(s) has (have) commenced to transact business under the fictitious business name or names listed above on N/A. NOTICE- This Fictitious Name Statement expires five years from the date it was filed in the office of the County Clerk. A new Fictitious Business Name Statement must be filed prior to that date. The filing of this statement does not of itself authorize the use in this state of a Fictitious Business Name in violation of the rights of another under Federal, State, or common law (See section 14411 et seq. Business and Professions Code) (234, 1030, 454, 1166)
notice-publish-dates: Publish: ES Mountain Views News Dates Pub: June 15, 22,29, July 6, 2024 (921, 260, 1141, 278)
notice-heading: FICTITIOUS BUSINESS NAME STATEMENT FILE NO. 2024130084 (6, 847, 226, 865)
notice-body: The following person(s) is (are) doing business as KEYWE CAR KEYS. 19103 VANOWEN STREET. RESEDA, CA. 91335. LOS ANGELES COUNTY. Full name of registrant(s) is (are) LIRAN NUDELMAN. 19103 VANOWEN STREET. RESEDA, CA. 91335. This Business is conducted by: AN INDIVIDUAL. Signed: LIRAN NUDELMAN, OWNER. This statement was filed with the County Clerk of Los Angeles County on 06/14/2024. The registrant(s) has (have) commenced to transact business under the fictitious business name or names listed above on 06/2024. NOTICE- This Fictitious Name Statement expires five years from the date it was filed in the office of the County Clerk. A new Fictitious Business Name Statement must be filed prior to that date. The filing of this statement does not of itself authorize the use in this state of a Fictitious Business Name in violation of the rights of another under Federal, State, or common law (See section 14411 et seq. Business and Professions Code) (921, 1439, 1141, 1584)
legal-notice (6, 1033, 225, 1213)
notice-body: The following person(s) is (are) doing business as LAS FRESAS. 1478 W 41ST ST. ALHAMBRA, CA. 91801. LOS ANGELES COUNTY. Full name of registrant(s) is (are) CARLOS ANTONIO ROSAS ALFARO. 1478 W 41ST ST. ALHAMBRA, CA. 91801. This Business is conducted by: AN INDIVIDUAL. Signed: CARLOS ANTONIO ROSAS ALFARO, OWNER. This statement was filed with the County Clerk of Los Angeles County on 06/20/2024. The registrant(s) has (have) commenced to transact business under the fictitious business name or names listed above on 06/2023. NOTICE- This Fictitious Name Statement expires five years from the date it was filed in the office of the County Clerk. A new Fictitious Business Name Statement must be filed prior to that date. The filing of this statement does not of itself authorize the use in this state of a Fictitious Business Name in violation of the rights of another under Federal, State, or common law (See section 14411 et seq. Business and Professions Code) (6, 1788, 226, 1932)
legal-notice (692, 772, 911, 952)
notice-body: The following person(s) is (are) doing business as KEVINS TAILOR SHOP. 110 S ROBERTSON BLVD. LOS ANGELES, CA. 90035. LOS ANGELES COUNTY. Full name of registrant(s) is (are) HEIDY SOCIEY CAMACHO GARCIA. 110 S ROBERTSON BLVD. LOS ANGELES, CA. 90035. This Business is conducted by: AN INDIVIDUAL. Signed: HEIDY SOCIEY CAMACHO GARCIA, OWNER. This statement was filed with the County Clerk of Los Angeles County on 06/19/2024. The registrant(s) has (have) commenced to transact business under the fictitious business name or names listed above on 06/2024. NOTICE- This Fictitious Name Statement expires five years from the date it was filed in the office of the County Clerk. A new Fictitious Business Name Statement must be filed prior to that date. The filing of this statement does not of itself authorize the use in this state of a Fictitious Business Name in violation of the rights of another under Federal, State, or common law (See section 14411 et seq. Business and Professions Code) (6, 482, 226, 627)
notice-heading: FICTITIOUS BUSINESS NAME STATEMENT FILE NO. 2024131988 (6, 1593, 226, 1611)
legal-notice (6, 1770, 225, 1950)
legal-notice (921, 1040, 1140, 1220)
notice-body: The following person(s) is (are) doing business as BOOKKEEPING SERVICE. 9339 EXCELSIOR ST. SYLMAR, CA. 91342. LOS ANGELES COUNTY. Full name of registrant(s) is (are) HERNANDEZ SOTO. 9339 EXCELSIOR ST. SYLMAR, CA. 91342. This Business is conducted by: AN INDIVIDUAL. Signed: HERNANDEZ SOTO, OWNER. This statement was filed with the County Clerk of Los Angeles County on 05/28/2024. The registrant(s) has (have) commenced to transact business under the fictitious business name or names listed above on 05/2024. NOTICE- This Fictitious Name Statement expires five years from the date it was filed in the office of the County Clerk. (1149, 1494, 1369, 1594)
notice-body: The following person(s) is (are) doing business as AZIMOTTORS. 2395 HOMESTEAD ROAD APT 4F. SANTA CLARA, CA. 95051. LOS ANGELES COUNTY. Full name of registrant(s) is (are) TRUE MOVERS INC. 2395 HOMESTEAD ROAD APT 4F. SANTA CLARA, CA. 95051. This Business is conducted by: A CORPORATION. Signed: TRUE MOVERS INC. RUSLAN SISENGALIYEV, CEO. This statement was filed with the County Clerk of Los Angeles County on 06/12/2024. The registrant(s) has (have) commenced to transact business under the fictitious business name or names listed above on 06/2024. NOTICE- This Fictitious Name Statement expires five years from the date it was filed in the office of the County Clerk. A new Fictitious Business Name Statement must be filed prior to that date. The filing of this statement does not of itself authorize the use in this state of a Fictitious Business Name in violation of the rights of another under Federal, State, or common law (See section 14411 et seq. Business and Professions Code) (1149, 82, 1369, 235)
notice-publish-dates: Publish: Mountain Views News /JDC Dates Pub: JUN 22, 29, JUL 06, 13, 2024 (234, 1707, 454, 1725)
notice-body: The following person(s) is (are) doing business as JE ELECTRIC. 11460 RIVIERA RD. WHITTIER, CA. 90606. LOS ANGELES COUNTY. Full name of registrant(s) is (are) JULIO OSWALDO CARTAGENA. 11460 RIVIERA RD. WHITTIER, CA. 90606. This Business is conducted by: AN INDIVIDUAL. Signed: JULIO OSWALDO CARTAGENA, OWNER. This statement was filed with the County Clerk of Los Angeles County on 06/17/2024. The registrant(s) has (have) commenced to transact business under the fictitious business name or names listed above on N/A. NOTICE- This Fictitious Name Statement expires five years from the date it was filed in the office of the County Clerk. A new Fictitious Business Name Statement must be filed prior to that date. The filing of this statement does not of itself authorize the use in this state of a Fictitious Business Name in violation of the rights of another under Federal, State, or common law (See section 14411 et seq. Business and Professions Code) (6, 296, 226, 440)
notice-body: The following person(s) is (are) doing business as BOBCAT'S PLUMBING & HEATING. 960 W 62ND PL # 101. LOS ANGELES, CA. 90044. Full name of registrant(s) is (are) ROBERT REED PERKINS. 960 W 62ND PL # 101. LOS ANGELES, CA. 90044. This Business is conducted by: A GENERAL PARTNERSHIP. Signed: ROBERT REED PERKINS, PARTNER. This statement was filed with the County Clerk of Los Angeles County on 06/12/2024. The registrant(s) has (have) commenced to transact business under the fictitious business name or names listed above on 05/2011. NOTICE- This Fictitious Name Statement expires five years from the date it was filed in the office of the County Clerk. A new Fictitious Business Name Statement must be filed prior to that date. The filing of this statement does not of itself authorize the use in this state of a Fictitious Business Name in violation of the rights of another under Federal, State, or common law (See section 14411 et seq. Business and Professions Code) (234, 844, 454, 988)
notice-heading: FICTITIOUS BUSINESS NAME STATEMENT FILE NO. 2024124951 (691, 1332, 912, 1350)
legal-notice (921, 89, 1140, 277)
notice-heading: FICTITIOUS BUSINESS NAME STATEMENT FILE NO. 2024130384 (6, 1033, 226, 1052)
notice-body: The following person(s) is (are) doing business as BODOCHO TRUCKING. 6621 SANDIA AVE APT 4. TUJUNGA, CA 91042. Full name of registrant(s) is (are) BODOCHO TRUCKING LLC. 10023 VALMA AVE APT 4. TUJUNGA, CA 91042. This Business is conducted by: A LIMITED LIABILITY COMPANY. Signed: BODOCHO AGUIAR MANAGING MEMBER. This statement was filed with the County Clerk of Los Angeles County on 06/06/2024. The registrant(s) has (have) commenced to transact business under the fictitious business name or names listed above on N/A. NOTICE- This Fictitious Name Statement expires five years from the date it was filed in the office of the County Clerk. A new Fictitious Business Name Statement must be filed prior to that date. The filing of this statement does not of itself authorize the use in this state of a Fictitious Business Name in violation of the rights of another under Federal, State, or common law (See section 14411 et seq. Business and Professions Code) (463, 1325, 683, 1470)
notice-publish-dates: Publish: ES Mountain Views News Dates Pub: June 15, 22,29, July 6, 2024 (691, 1308, 912, 1326)
notice-heading: FICTITIOUS BUSINESS NAME STATEMENT FILE NO. 2024128965 (921, 667, 1141, 686)
notice-publish-dates: Publish: Mountain Views News /JDC Dates Pub: JUN 22, 29, JUL 06, 13, 2024 (463, 189, 683, 209)
legal-notice (1150, 748, 1369, 928)
notice-publish-dates: Publish: Mountain Views News /JDC Dates Pub: JUN 22, 29, JUL 06, 13, 2024 (234, 802, 454, 820)
notice-body: The following person(s) is (are) doing business as NATURAL SUBSTITUTE. 1441 COVILLO STREET UNIT 104, VAN NUYS, CA. 91405. NATURAL SUBSTITUTE INTERNATIONAL. 1441 COVILLO STREET UNIT 104, VAN NUYS, CA. 91405. C2750193 CALIFORNIA. LOS ANGELES COUNTY. Full name of registrant(s) is (are) NATURAL SUBSTITUTE INTERNATIONAL. INC. 1441 COVILLO STREET UNIT 104, VAN NUYS, CA. 91405. This Business is conducted by: A CORPORATION. Signed: NATURAL SUBSTITUTE INTERNATIONAL. INC. EMIL ASHOURIAN, CEO. This statement was filed with the County Clerk of Los Angeles County on 06/17/2024. The registrant(s) has (have) commenced to transact business under the fictitious business name or names listed above on N/A. NOTICE- This Fictitious Name Statement expires five years from the date it was filed in the office of the County Clerk. A new Fictitious Business Name Statement must be filed prior to that date. The filing of this statement does not of itself authorize the use in this state of a Fictitious Business Name in violation of the rights of another under Federal, State, or common law (See section 14411 et seq. Business and Professions Code) (6, 82, 226, 254)
legal-notice (234, 80, 453, 260)
paper-date-line: Mountain Views NewsSaturday, June 22, 2024 (12, 43, 288, 58)
notice-publish-dates: Publish: ES Mountain Views News Dates Pub: June 15, 22,29, July 6, 2024 (921, 1201, 1141, 1220)
legal-notice (692, 959, 911, 1139)
notice-publish-dates: Publish: ES Mountain Views News Dates Pub: June 15, 22,29, July 6, 2024 (691, 934, 912, 953)
notice-body: NORTENO TERAZAIL. 24442 NARBONNE AVENUE. LOMITA, CA. 90717. Full name of registrant(s) is (are) THE MOROCCAN SPA. 24442 NARBONNE AVENUE. LOMITA, CA. 90717. This Business is conducted by: A CORPORATION. Signed: MOUNA LAHOUCO. This statement was filed with the County Clerk of Los Angeles County on 06/12/2024. The registrant(s) has (have) commenced to transact business under the fictitious business name or names listed above on N/A. NOTICE- This Fictitious Name Statement expires five years from the date it was filed in the office of the County Clerk. A new Fictitious Business Name Statement must be filed prior to that date. The filing of this statement does not of itself authorize the use in this state of a Fictitious Business Name in violation of the rights of another under Federal, State, or common law (See section 14411 et seq. Business and Professions Code) (463, 64, 683, 190)
notice-heading: FICTITIOUS BUSINESS NAME STATEMENT FILE NO. 2024-128155 (463, 215, 683, 233)
notice-publish-dates: Publish: ES Mountain Views News Dates Pub: June 15, 22,29, July 6, 2024 (6, 253, 226, 271)
notice-heading: FICTITIOUS BUSINESS NAME STATEMENT FILE NO. 2024121873 (1149, 561, 1369, 579)
notice-body: The following person(s) is (are) doing business as MIDDLE EAST LA PRODUCTION. 15039 BURBANK BLVD #302. VAN NUYS, CA. 91411. LOS ANGELES COUNTY. Full name of registrant(s) is (are) BARAK ASHKENAZI. 15039 BURBANK BLVD #302. VAN NUYS, CA. 91411. This Business is conducted by: AN INDIVIDUAL. Signed: BARAK ASHKENAZI, OWNER. This statement was filed with the County Clerk of Los Angeles County on 06/20/2024. The registrant(s) has (have) commenced to transact business under the fictitious business name or names listed above on 06/2024. NOTICE- This Fictitious Name Statement expires five years from the date it was filed in the office of the County Clerk. A new Fictitious Business Name Statement must be filed prior to that date. The filing of this statement does not of itself authorize the use in this state of a Fictitious Business Name in violation of the rights of another under Federal, State, or common law (See section 14411 et seq. Business and Professions Code) (6, 1424, 226, 1568)
notice-body: The following person(s) is (are) doing business as NATREY. 12210 FREEMAN AVE. HAWTHORNE, CA 90250. Full name of registrant(s) is (are) SERGIO REYES. 12210 FREEMAN AVE. HAWTHORNE, CA 90250. This Business is conducted by: AN INDIVIDUAL. Signed: SERGIO REYES, OWNER. This statement was filed with the County Clerk of Los Angeles County on 06/13/2024. The registrant(s) has (have) commenced to transact business under the fictitious business name or names listed above on N/A. NOTICE- This Fictitious Name Statement expires five years from the date it was filed in the office of the County Clerk. A new Fictitious Business Name Statement must be filed prior to that date. The filing of this statement does not of itself authorize the use in this state of a Fictitious Business Name in violation of the rights of another under Federal, State, or common law (See section 14411 et seq. Business and Professions Code) (463, 232, 683, 368)
notice-heading: FICTITIOUS BUSINESS NAME STATEMENT FILE NO. 2024-125952 (234, 1190, 454, 1209)
notice-body: The following person(s) is (are) doing business as POPPER INVESTMENTS. 15060 VANOWEN ST. VAN NUYS, CA. 91406. LOS ANGELES COUNTY. Full name of registrant(s) is (are) MARK MANTHA. 15060 VANOWEN ST. VAN NUYS, CA. 91406. This Business is conducted by: AN INDIVIDUAL. Signed: MARK MANTHA, OWNER. This statement was filed with the County Clerk of Los Angeles County on 06/20/2024. The registrant(s) has (have) commenced to transact business under the fictitious business name or names listed above on N/A. NOTICE- This Fictitious Name Statement expires five years from the date it was filed in the office of the County Clerk. A new Fictitious Business Name Statement must be filed prior to that date. The filing of this statement does not of itself authorize the use in this state of a Fictitious Business Name in violation of the rights of another under Federal, State, or common law (See section 14411 et seq. Business and Professions Code) (6, 1610, 226, 1746)
notice-publish-dates: Publish: ES Mountain Views News Dates Pub: June 15, 22,29, July 6, 2024 (6, 1194, 226, 1213)
notice-publish-dates: Publish: Mountain Views News /JDC Dates Pub: JUN 22, 29, JUL 06, 13, 2024 (463, 1282, 683, 1301)
notice-publish-dates: Publish: ES Mountain Views News Dates Pub: June 15, 22,29, July 6, 2024 (691, 1484, 912, 1504)
notice-publish-dates: Publish: ES Mountain Views News Dates Pub: June 15, 22,29, July 6, 2024 (921, 1015, 1141, 1033)
notice-body: The following person(s) is (are) doing business as TCB PARTY GOODS. 18526 S CARESS AVE. COMPTON, CA 90221. Full name of registrant(s) is (are) HAROLD B JONES. 18526 S CARESS AVE. COMPTON, CA 90221. This Business is conducted by: AN INDIVIDUAL. Signed: HAROLD B JONES, OWNER. This statement was filed with the County Clerk of Los Angeles County on 06/17/2024. The registrant(s) has (have) commenced to transact business under the fictitious business name or names listed above on N/A. NOTICE- This Fictitious Name Statement expires five years from the date it was filed in the office of the County Clerk. A new Fictitious Business Name Statement must be filed prior to that date. The filing of this statement does not of itself authorize the use in this state of a Fictitious Business Name in violation of the rights of another under Federal, State, or common law (See section 14411 et seq. Business and Professions Code) (691, 320, 912, 456)
notice-body: The following person(s) is (are) doing business as VP ENTERTAINMENT. 12312 SHERMAN WAY APT 5. NORTH HOLLYWOOD, CA. 91605. LOS ANGELES COUNTY. Full name of registrant(s) is (are) MAURICIO GONZALO FUENTE. 12312 SHERMAN WAY APT 5. NORTH HOLLYWOOD, CA. 91605. This Business is conducted by: AN INDIVIDUAL. Signed: MAURICIO GONZALO FUENTE, OWNER. This statement was filed with the County Clerk of Los Angeles County on 06/14/2024. The registrant(s) has (have) commenced to transact business under the fictitious business name or names listed above on 06/2024. NOTICE- This Fictitious Name Statement expires five years from the date it was filed in the office of the County Clerk. A new Fictitious Business Name Statement must be filed prior to that date. The filing of this statement does not of itself authorize the use in this state of a Fictitious Business Name in violation of the rights of another under Federal, State, or common law (See section 14411 et seq. Business and Professions Code) (921, 489, 1141, 643)
legal-notice (6, 847, 225, 1026)
notice-heading: FICTITIOUS BUSINESS NAME STATEMENT FILE NO. 2024122951 (1149, 1298, 1369, 1317)
notice-publish-dates: Publish: ES Mountain Views News Dates Pub: June 15, 22,29, July 6, 2024 (6, 1008, 226, 1026)
notice-publish-dates: Publish: Mountain Views News /JDC Dates Pub: JUN 22, 29, JUL 06, 13, 2024 (463, 1655, 683, 1674)
notice-body: The following person(s) has abandoned the use of the fictitious business name: PENINSULA TOWNCAR. 1621 W 25TH ST # 172. SAN PEDRO, CA 90732. The fictitious business name referred to above was filed in the County of Los Angeles on 06/2021. The full name of the registrant is: MAYNARD R MYERS. This business was conducted by: AN INDIVIDUAL. Signed: MAYNARD R MYERS, OWNER. This statement was filed with the County Clerk of Los Angeles County on 05/31/2024. (691, 676, 912, 748)
notice-heading: FICTITIOUS BUSINESS NAME STATEMENT FILE NO. 2024123754 (921, 89, 1141, 107)
legal-notice (234, 64, 453, 73)
notice-heading: FICTITIOUS BUSINESS NAME STATEMENT FILE NO. 2024-125149 (463, 757, 683, 775)
legal-notice (464, 1121, 683, 1301)
notice-heading: FICTITIOUS BUSINESS NAME STATEMENT FILE NO. 2024114964 (1149, 1475, 1369, 1494)
notice-heading: FICTITIOUS BUSINESS NAME STATEMENT FILE NO. 2024126721 (921, 1226, 1141, 1245)
notice-body: The following person(s) is (are) doing business as UNITED ARCHITECTS. 708 S WESTMORELAND AVE. ALHAMBRA, CA 91803. Full name of registrant(s) is (are) STEPHANIE M DIAZ. 708 S WESTMORELAND AVE. ALHAMBRA, CA 91803. This Business is conducted by: AN INDIVIDUAL. Signed: STEPHANIE M DIAZ, OWNER. This statement was filed with the County Clerk of Los Angeles County on 05/31/2024. The registrant(s) has (have) commenced to transact business under the fictitious business name or names listed above on 05/2024. NOTICE- This Fictitious Name Statement expires five years from the date it was filed in the office of the County Clerk. A new Fictitious Business Name Statement must be filed prior to that date. The filing of this statement does not of itself authorize the use in this state of a Fictitious Business Name in violation of the rights of another under Federal, State, or common law (See section 14411 et seq. Business and Professions Code) (691, 498, 912, 634)
notice-heading: FICTITIOUS BUSINESS NAME STATEMENT FILE NO. 2024131778 (6, 1406, 226, 1425)
notice-publish-dates: Publish: ES Mountain Views News Dates Pub: June 15, 22,29, July 6, 2024 (6, 1381, 226, 1400)
legal-notice (692, 1145, 911, 1325)
notice-publish-dates: Publish: Mountain Views News /JDC Dates Pub: JUN 22, 29, JUL 06, 13, 2024 (463, 1096, 683, 1114)
notice-body: The following person(s) is (are) doing business as MAESTRO FOOTBALL ACADEMY. 19137 APPLETREE COURT. CERRITOS, CA. 90703. Full name of registrant(s) is (are) JOSE ANTONIO ALVAREZ YAREZOWER. 19137 APPLETREE COURT. CERRITOS, CA. 90703. This Business is conducted by: AN INDIVIDUAL. Signed: JOSE ANTONIO ALVAREZ YAREZOWER, OWNER. This statement was filed with the County Clerk of Los Angeles County on 06/14/2024. The registrant(s) has (have) commenced to transact business under the fictitious business name or names listed above on N/A. NOTICE- This Fictitious Name Statement expires five years from the date it was filed in the office of the County Clerk. A new Fictitious Business Name Statement must be filed prior to that date. The filing of this statement does not of itself authorize the use in this state of a Fictitious Business Name in violation of the rights of another under Federal, State, or common law (See section 14411 et seq. Business and Professions Code) (234, 1563, 454, 1708)
notice-body: The following person(s) is (are) doing business as ONE SAINTS. 5738 HARTLAND ST. VAN NUYS, CA. 91406. LOS ANGELES COUNTY. Full name of registrant(s) is (are) STAN JOSEPH NUNEZ. 5738 HARTLAND ST. VAN NUYS, CA. 91406. This Business is conducted by: AN INDIVIDUAL. Signed: STAN JOSEPH NUNEZ, OWNER. This statement was filed with the County Clerk of Los Angeles County on 06/14/2024. The registrant(s) has (have) commenced to transact business under the fictitious business name or names listed above on N/A. NOTICE- This Fictitious Name Statement expires five years from the date it was filed in the office of the County Clerk. A new Fictitious Business Name Statement must be filed prior to that date. The filing of this statement does not of itself authorize the use in this state of a Fictitious Business Name in violation of the rights of another under Federal, State, or common law (See section 14411 et seq. Business and Professions Code) (921, 685, 1141, 829)
notice-publish-dates: Publish: ES Mountain Views News Dates Pub: June 15, 22,29, July 6, 2024 (6, 821, 226, 840)
notice-heading: FICTITIOUS BUSINESS NAME STATEMENT FILE NO. 2024130071 (234, 80, 454, 99)
notice-heading: FICTITIOUS BUSINESS NAME STATEMENT FILE NO. 2024127659 (921, 1040, 1141, 1059)
notice-publish-dates: Publish: ES Mountain Views News Dates Pub: June 15, 22,29, July 6, 2024 (6, 1745, 226, 1764)
notice-publish-dates: Publish: Mountain Views News /JDC Dates Pub: JUN 22, 29, JUL 06, 13, 2024 (691, 747, 912, 767)
notice-publish-dates: Publish: Mountain Views News /JDC Dates Pub: JUN 22, 29, JUL 06, 13, 2024 (691, 633, 912, 651)
legal-notice (6, 465, 225, 644)
legal-notice (234, 453, 453, 633)
